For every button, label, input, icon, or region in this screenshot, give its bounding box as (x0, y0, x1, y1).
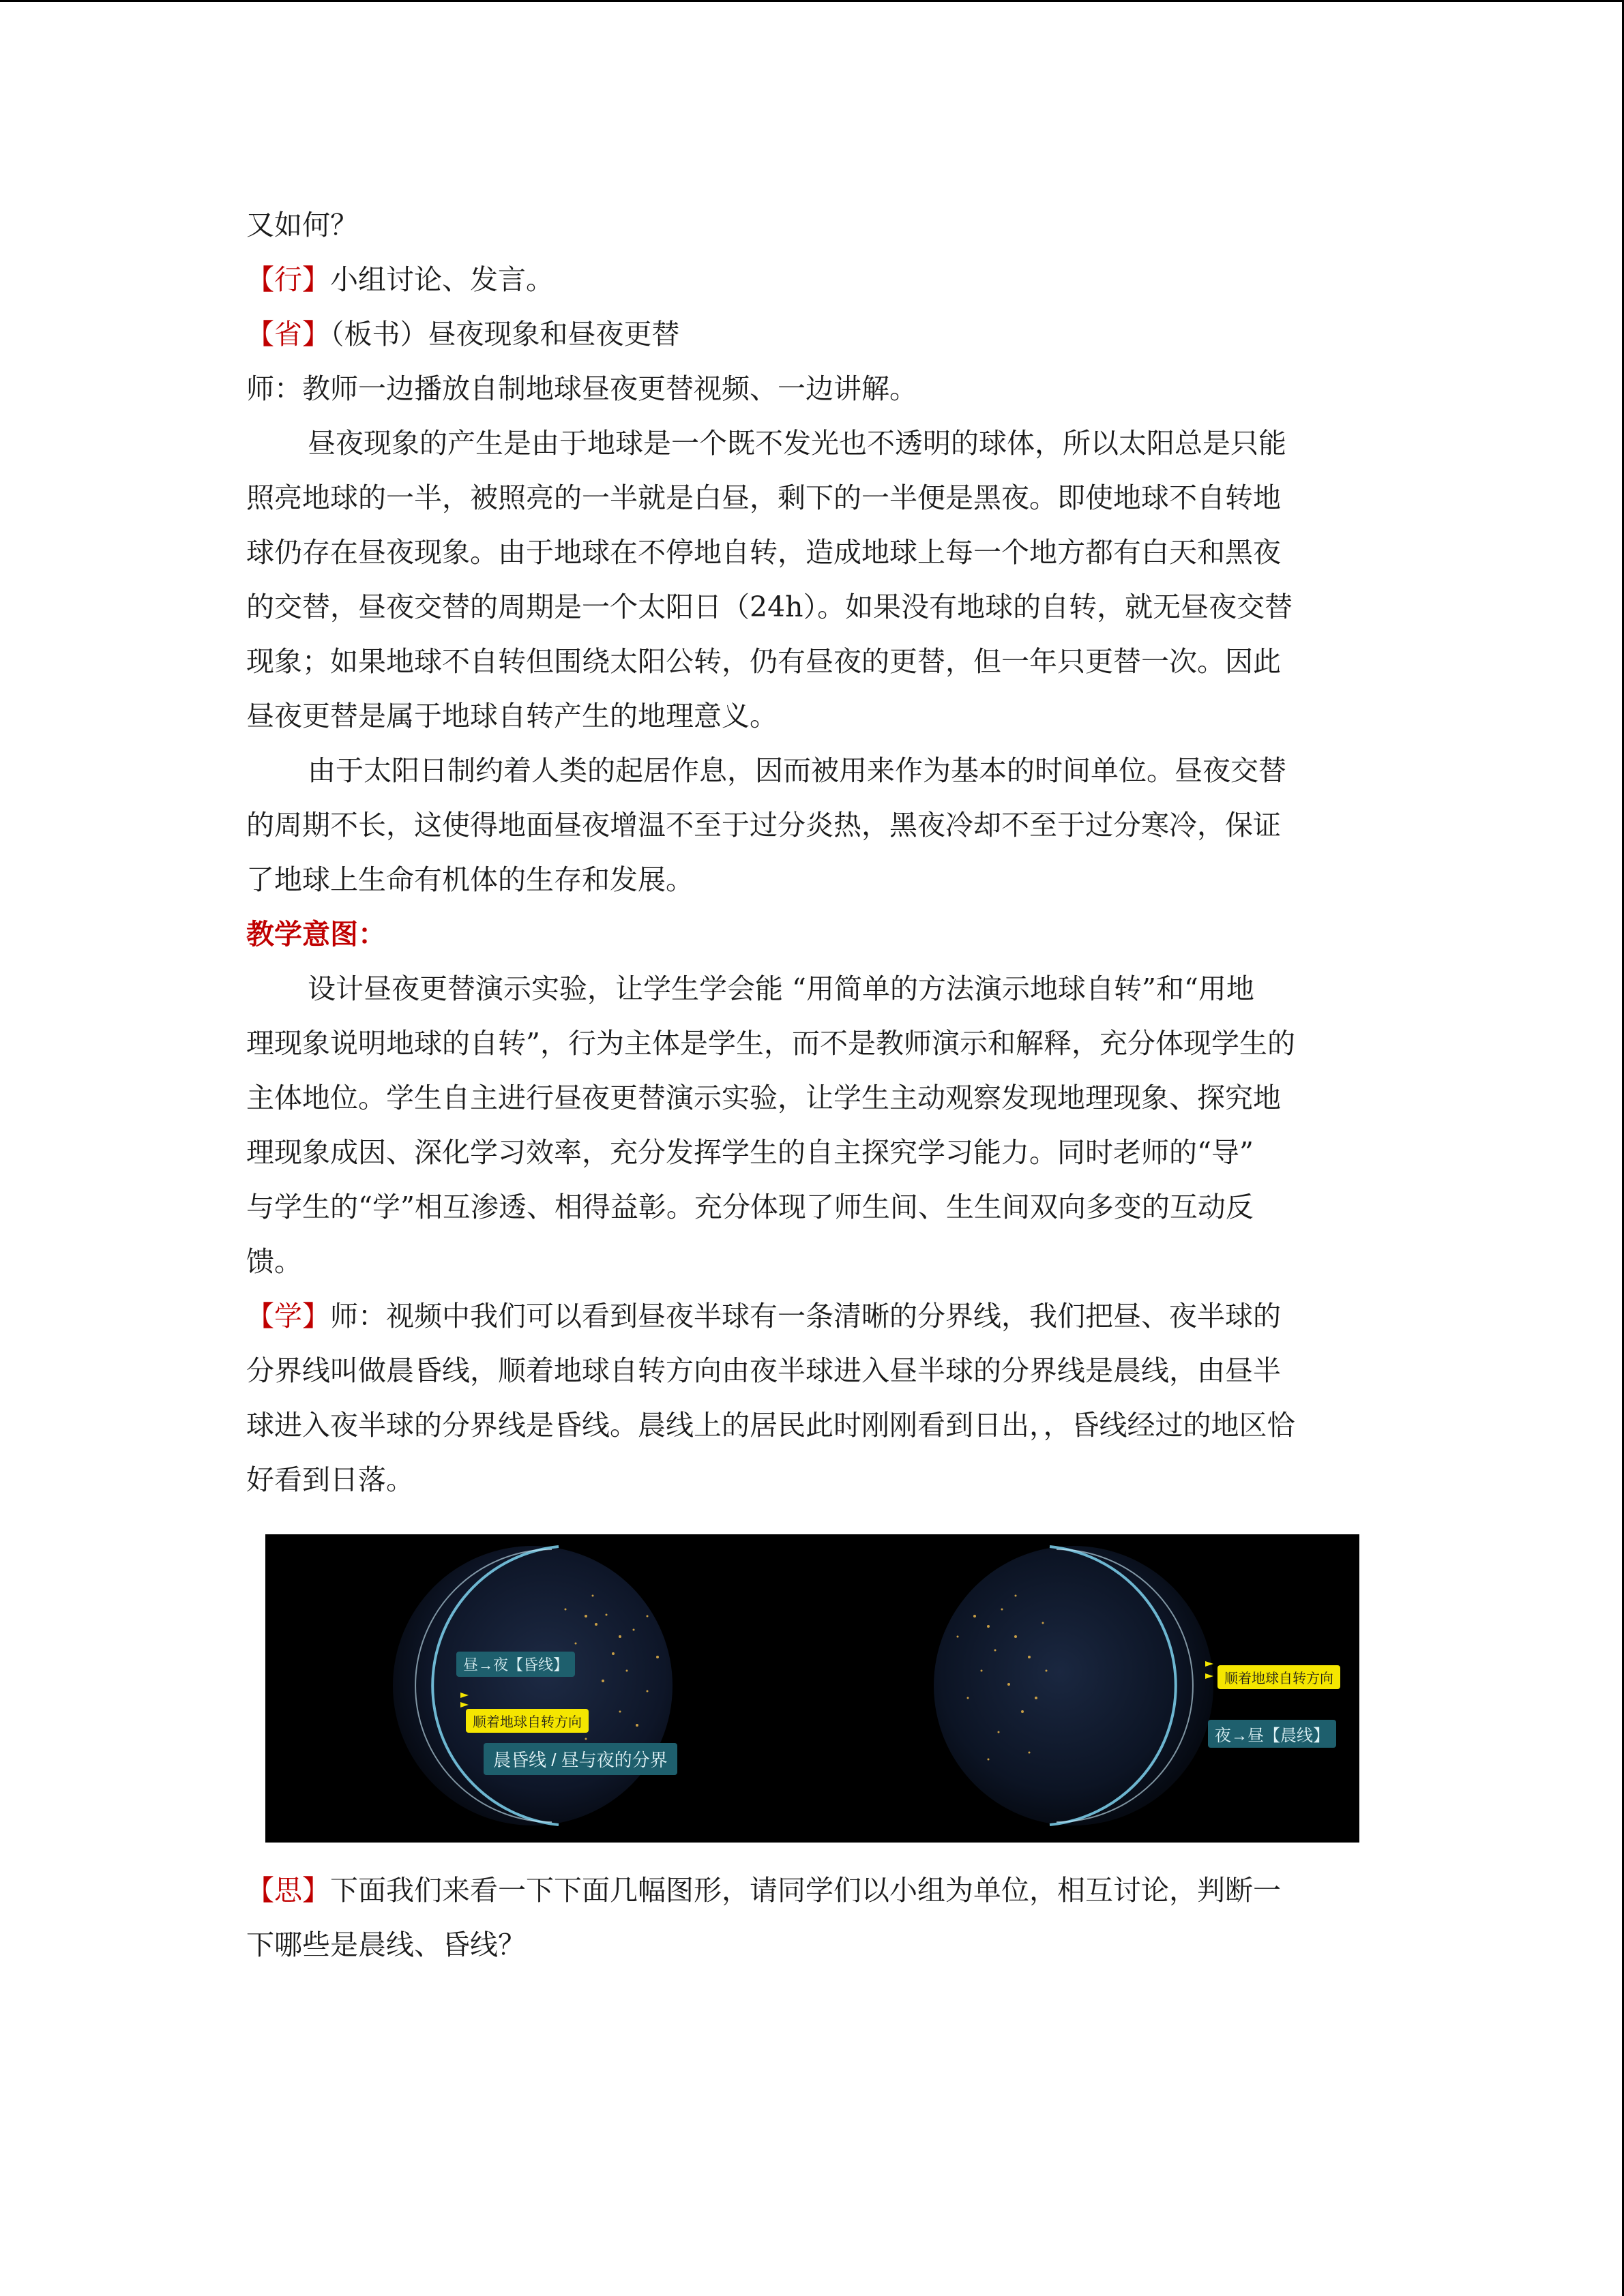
paragraph-line: 好看到日落。 (246, 1463, 414, 1496)
dawn-line-label: 夜→昼【晨线】 (1208, 1720, 1336, 1748)
paragraph-line: 馈。 (246, 1245, 302, 1278)
text-line (246, 252, 1373, 307)
line-text: 又如何？ (246, 209, 358, 241)
paragraph-line: 设计昼夜更替演示实验，让学生学会能 “用简单的方法演示地球自转”和“用地 (308, 972, 1254, 1005)
paragraph-teaching-intent (246, 961, 1373, 1289)
paragraph-line: 下哪些是晨线、昏线？ (246, 1928, 526, 1961)
paragraph-si (246, 1863, 1373, 1972)
paragraph-solar-day (246, 743, 1373, 907)
document-body (246, 198, 1373, 1972)
dusk-line-label: 昼→夜【昏线】 (456, 1652, 575, 1677)
rotation-direction-label: 顺着地球自转方向 (466, 1709, 589, 1733)
paragraph-line (246, 1863, 1373, 1918)
paragraph-line: 的交替，昼夜交替的周期是一个太阳日（24h）。如果没有地球的自转，就无昼夜交替 (246, 591, 1293, 623)
paragraph-line (246, 1289, 1373, 1343)
paragraph-line: 球仍存在昼夜现象。由于地球在不停地自转，造成地球上每一个地方都有白天和黑夜 (246, 536, 1281, 569)
xue-tag: 【学】 (246, 1300, 330, 1332)
right-globe (934, 1546, 1213, 1825)
paragraph-line: 球进入夜半球的分界线是昏线。晨线上的居民此时刚刚看到日出，，昏线经过的地区恰 (246, 1409, 1295, 1442)
paragraph-line: 主体地位。学生自主进行昼夜更替演示实验，让学生主动观察发现地理现象、探究地 (246, 1082, 1281, 1114)
text-line (246, 307, 1373, 361)
xing-tag: 【行】 (246, 263, 330, 296)
paragraph-line: 现象；如果地球不自转但围绕太阳公转，仍有昼夜的更替，但一年只更替一次。因此 (246, 645, 1281, 678)
globes-illustration (265, 1534, 1359, 1843)
text-line (246, 361, 1373, 416)
paragraph-line: 与学生的“学”相互渗透、相得益彰。充分体现了师生间、生生间双向多变的互动反 (246, 1191, 1254, 1223)
paragraph-line: 理现象成因、深化学习效率，充分发挥学生的自主探究学习能力。同时老师的“导” (246, 1136, 1254, 1169)
paragraph-line: 分界线叫做晨昏线，顺着地球自转方向由夜半球进入昼半球的分界线是晨线，由昼半 (246, 1354, 1281, 1387)
left-globe (393, 1546, 673, 1825)
teaching-intent-heading: 教学意图： (246, 918, 386, 951)
paragraph-line: 照亮地球的一半，被照亮的一半就是白昼，剩下的一半便是黑夜。即使地球不自转地 (246, 481, 1281, 514)
paragraph-line: 昼夜现象的产生是由于地球是一个既不发光也不透明的球体，所以太阳总是只能 (308, 427, 1286, 460)
line-text: （板书）昼夜现象和昼夜更替 (330, 318, 680, 351)
paragraph-line: 的周期不长，这使得地面昼夜增温不至于过分炎热，黑夜冷却不至于过分寒冷，保证 (246, 809, 1281, 841)
line-text: 小组讨论、发言。 (330, 263, 554, 296)
text-line (246, 198, 1373, 252)
sheng-tag: 【省】 (246, 318, 330, 351)
line-text: 下面我们来看一下下面几幅图形，请同学们以小组为单位，相互讨论，判断一 (330, 1874, 1281, 1907)
line-text: 师：教师一边播放自制地球昼夜更替视频、一边讲解。 (246, 372, 917, 405)
page-border-top (0, 0, 1624, 2)
paragraph-line: 理现象说明地球的自转”，行为主体是学生，而不是教师演示和解释，充分体现学生的 (246, 1027, 1295, 1060)
paragraph-line: 由于太阳日制约着人类的起居作息，因而被用来作为基本的时间单位。昼夜交替 (308, 754, 1286, 787)
si-tag: 【思】 (246, 1874, 330, 1907)
paragraph-line: 了地球上生命有机体的生存和发展。 (246, 863, 694, 896)
day-night-terminator-figure (265, 1534, 1359, 1843)
paragraph-xue (246, 1289, 1373, 1507)
paragraph-day-night (246, 416, 1373, 743)
rotation-direction-label: 顺着地球自转方向 (1217, 1665, 1340, 1689)
line-text: 师：视频中我们可以看到昼夜半球有一条清晰的分界线，我们把昼、夜半球的 (330, 1300, 1281, 1332)
terminator-label: 晨昏线 / 昼与夜的分界 (484, 1743, 677, 1775)
paragraph-line: 昼夜更替是属于地球自转产生的地理意义。 (246, 700, 778, 732)
